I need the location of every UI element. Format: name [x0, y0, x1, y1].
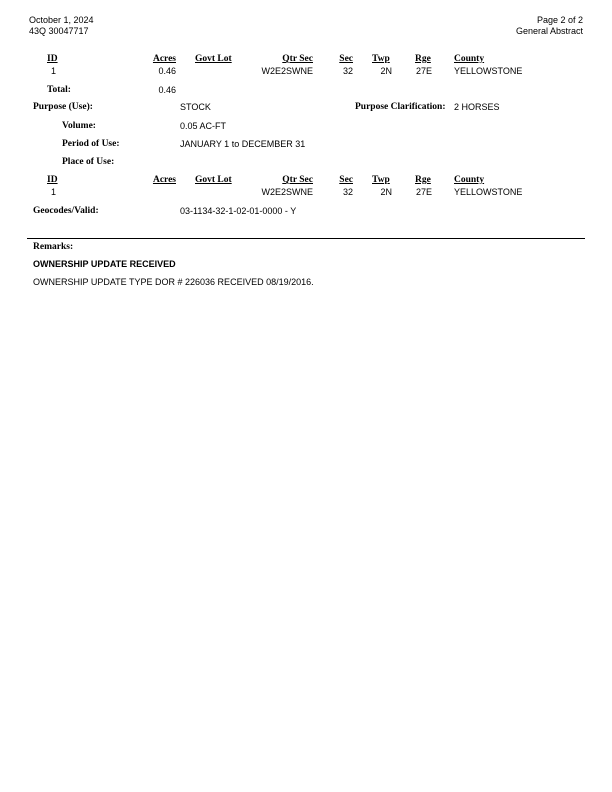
purpose-clarification-label: Purpose Clarification: — [355, 102, 446, 112]
purpose-label: Purpose (Use): — [33, 102, 93, 112]
col-header-id: ID — [47, 54, 58, 64]
period-of-use-value: JANUARY 1 to DECEMBER 31 — [180, 139, 306, 149]
row-rge: 27E — [415, 66, 432, 76]
col-header-rge: Rge — [415, 175, 431, 185]
col-header-county: County — [454, 175, 485, 185]
col-header-govt-lot: Govt Lot — [195, 54, 232, 64]
row-rge: 27E — [415, 187, 432, 197]
row-sec: 32 — [342, 187, 353, 197]
row-county: YELLOWSTONE — [454, 66, 523, 76]
col-header-county: County — [454, 54, 485, 64]
row-acres: 0.46 — [158, 66, 176, 76]
remarks-text: OWNERSHIP UPDATE TYPE DOR # 226036 RECEIVED 08/19/2016. — [33, 277, 314, 287]
file-id: 43Q 30047717 — [29, 26, 89, 36]
row-county: YELLOWSTONE — [454, 187, 523, 197]
total-value: 0.46 — [158, 85, 176, 95]
remarks-heading: OWNERSHIP UPDATE RECEIVED — [33, 259, 176, 269]
period-of-use-label: Period of Use: — [62, 139, 120, 149]
purpose-clarification-value: 2 HORSES — [454, 102, 500, 112]
row-qtr-sec: W2E2SWNE — [261, 66, 313, 76]
document-type: General Abstract — [515, 26, 583, 36]
col-header-rge: Rge — [415, 54, 431, 64]
row-twp: 2N — [380, 187, 392, 197]
col-header-acres: Acres — [152, 54, 176, 64]
report-date: October 1, 2024 — [29, 15, 94, 25]
col-header-govt-lot: Govt Lot — [195, 175, 232, 185]
row-qtr-sec: W2E2SWNE — [261, 187, 313, 197]
remarks-label: Remarks: — [33, 242, 74, 252]
col-header-sec: Sec — [339, 175, 353, 185]
geocodes-label: Geocodes/Valid: — [33, 206, 99, 216]
row-sec: 32 — [342, 66, 353, 76]
col-header-twp: Twp — [372, 54, 390, 64]
page-number: Page 2 of 2 — [536, 15, 583, 25]
volume-value: 0.05 AC-FT — [180, 121, 227, 131]
volume-label: Volume: — [62, 121, 96, 131]
col-header-twp: Twp — [372, 175, 390, 185]
place-of-use-label: Place of Use: — [62, 157, 115, 167]
row-twp: 2N — [380, 66, 392, 76]
geocodes-value: 03-1134-32-1-02-01-0000 - Y — [180, 206, 297, 216]
purpose-value: STOCK — [180, 102, 211, 112]
total-label: Total: — [47, 85, 71, 95]
col-header-sec: Sec — [339, 54, 353, 64]
row-id: 1 — [51, 66, 57, 76]
col-header-qtr-sec: Qtr Sec — [282, 54, 313, 64]
col-header-acres: Acres — [152, 175, 176, 185]
section-divider — [27, 238, 585, 239]
col-header-id: ID — [47, 175, 58, 185]
col-header-qtr-sec: Qtr Sec — [282, 175, 313, 185]
row-id: 1 — [51, 187, 57, 197]
